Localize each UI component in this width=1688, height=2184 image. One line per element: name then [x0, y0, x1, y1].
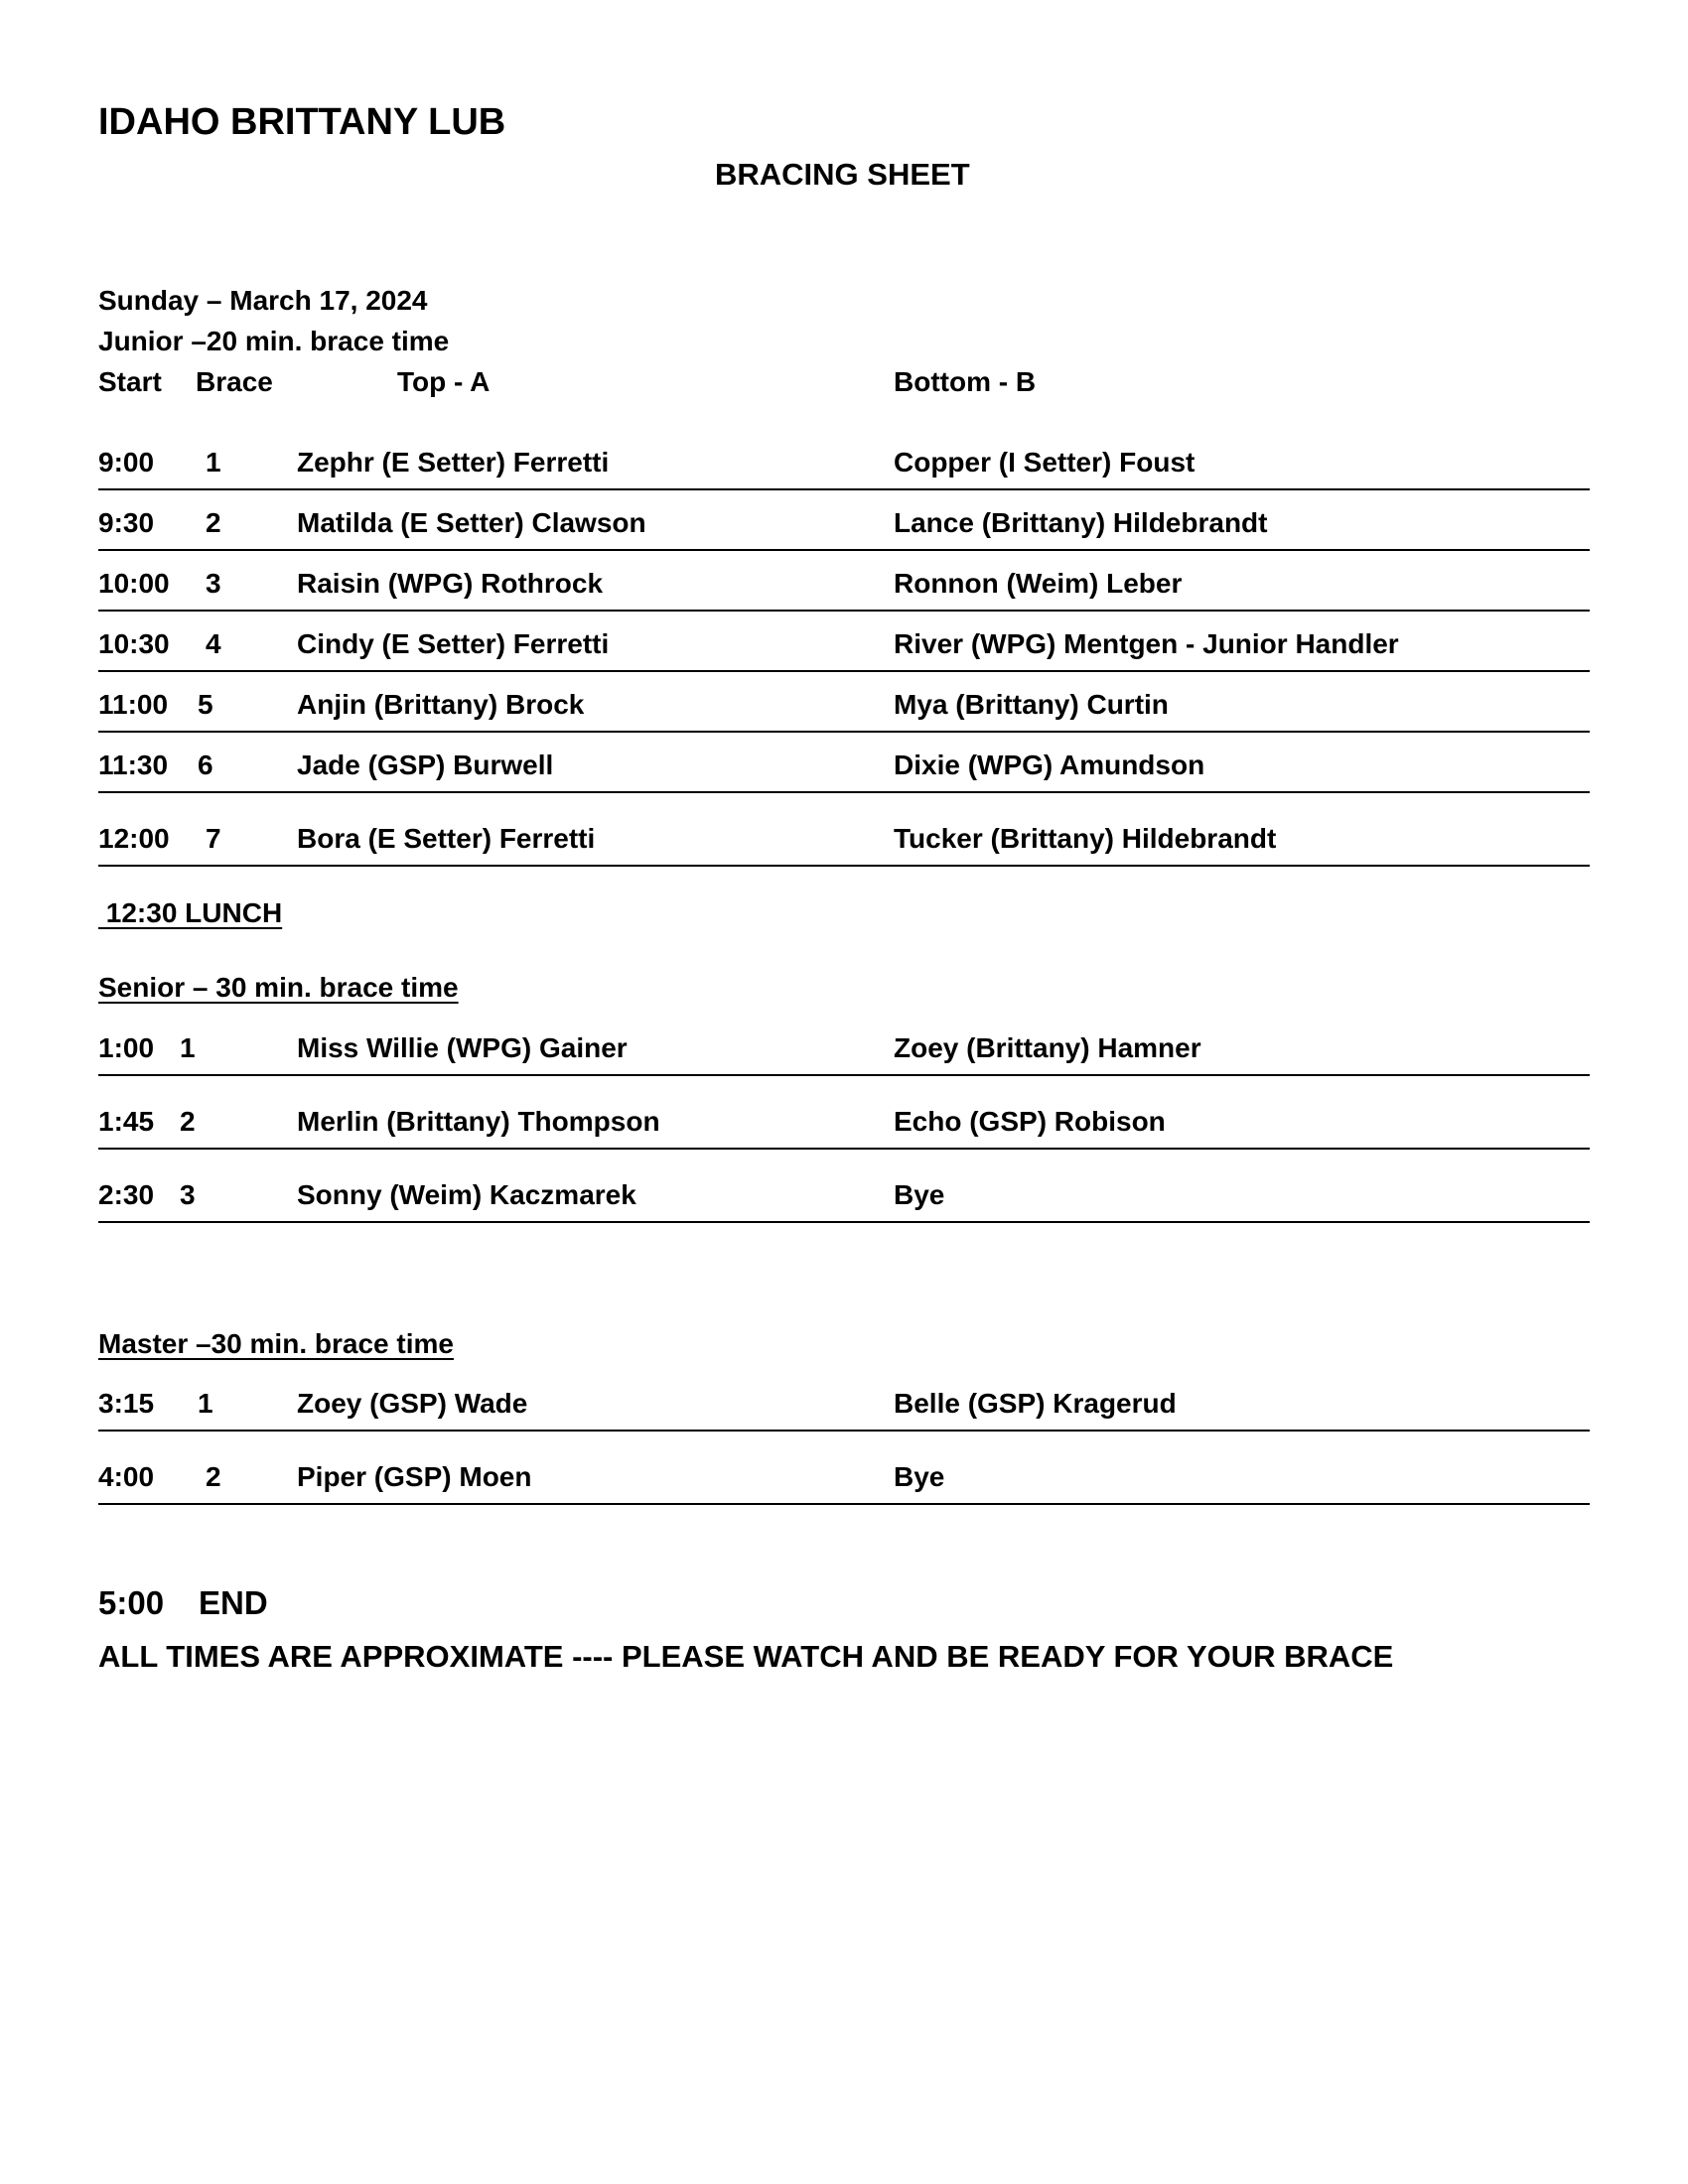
master-heading: Master –30 min. brace time [98, 1328, 454, 1359]
start-time: 10:00 [98, 568, 170, 599]
table-row [98, 507, 1590, 551]
bottom-entry: Mya (Brittany) Curtin [894, 689, 1169, 720]
top-entry: Merlin (Brittany) Thompson [297, 1106, 660, 1137]
start-time: 1:00 [98, 1032, 155, 1063]
start-time: 10:30 [98, 628, 170, 659]
bottom-entry: Dixie (WPG) Amundson [894, 750, 1205, 780]
top-entry: Piper (GSP) Moen [297, 1461, 532, 1492]
senior-heading: Senior – 30 min. brace time [98, 972, 459, 1003]
sheet-title: BRACING SHEET [715, 157, 970, 192]
brace-number: 3 [206, 568, 221, 599]
lunch-break: 12:30 LUNCH [98, 897, 283, 928]
top-entry: Anjin (Brittany) Brock [297, 689, 585, 720]
end-label: END [199, 1584, 268, 1621]
table-row [98, 1461, 1590, 1505]
column-start: Start [98, 366, 162, 397]
top-entry: Zephr (E Setter) Ferretti [297, 447, 610, 478]
brace-number: 6 [198, 750, 213, 780]
start-time: 1:45 [98, 1106, 155, 1137]
event-date: Sunday – March 17, 2024 [98, 285, 428, 316]
column-top: Top - A [397, 366, 491, 397]
table-row [98, 447, 1590, 490]
top-entry: Matilda (E Setter) Clawson [297, 507, 646, 538]
table-row [98, 1106, 1590, 1150]
brace-number: 2 [206, 507, 221, 538]
brace-number: 2 [206, 1461, 221, 1492]
column-brace: Brace [196, 366, 273, 397]
column-bottom: Bottom - B [894, 366, 1037, 397]
bottom-entry: Bye [894, 1179, 945, 1210]
top-entry: Sonny (Weim) Kaczmarek [297, 1179, 636, 1210]
start-time: 2:30 [98, 1179, 155, 1210]
bottom-entry: Tucker (Brittany) Hildebrandt [894, 823, 1277, 854]
brace-number: 5 [198, 689, 213, 720]
bottom-entry: Ronnon (Weim) Leber [894, 568, 1183, 599]
start-time: 11:30 [98, 750, 169, 780]
table-row [98, 628, 1590, 672]
junior-heading: Junior –20 min. brace time [98, 326, 450, 356]
brace-number: 3 [180, 1179, 196, 1210]
table-row [98, 750, 1590, 793]
table-row [98, 689, 1590, 733]
bottom-entry: Zoey (Brittany) Hamner [894, 1032, 1201, 1063]
start-time: 9:00 [98, 447, 155, 478]
bottom-entry: River (WPG) Mentgen - Junior Handler [894, 628, 1399, 659]
top-entry: Jade (GSP) Burwell [297, 750, 554, 780]
table-row [98, 568, 1590, 612]
start-time: 4:00 [98, 1461, 155, 1492]
approximate-times-note: ALL TIMES ARE APPROXIMATE ---- PLEASE WATCH AND BE READY FOR YOUR BRACE [98, 1639, 1394, 1674]
brace-number: 7 [206, 823, 221, 854]
brace-number: 1 [180, 1032, 196, 1063]
bottom-entry: Copper (I Setter) Foust [894, 447, 1196, 478]
bottom-entry: Bye [894, 1461, 945, 1492]
start-time: 12:00 [98, 823, 170, 854]
brace-number: 4 [206, 628, 221, 659]
bottom-entry: Echo (GSP) Robison [894, 1106, 1166, 1137]
bottom-entry: Lance (Brittany) Hildebrandt [894, 507, 1268, 538]
top-entry: Raisin (WPG) Rothrock [297, 568, 604, 599]
table-row [98, 1179, 1590, 1223]
table-row [98, 823, 1590, 867]
start-time: 11:00 [98, 689, 169, 720]
top-entry: Miss Willie (WPG) Gainer [297, 1032, 628, 1063]
top-entry: Zoey (GSP) Wade [297, 1388, 528, 1419]
club-title: IDAHO BRITTANY LUB [98, 101, 506, 143]
brace-number: 2 [180, 1106, 196, 1137]
table-row [98, 1032, 1590, 1076]
end-time: 5:00 [98, 1584, 165, 1621]
table-row [98, 1388, 1590, 1432]
top-entry: Bora (E Setter) Ferretti [297, 823, 596, 854]
brace-number: 1 [198, 1388, 213, 1419]
bottom-entry: Belle (GSP) Kragerud [894, 1388, 1177, 1419]
start-time: 9:30 [98, 507, 155, 538]
top-entry: Cindy (E Setter) Ferretti [297, 628, 610, 659]
brace-number: 1 [206, 447, 221, 478]
start-time: 3:15 [98, 1388, 155, 1419]
